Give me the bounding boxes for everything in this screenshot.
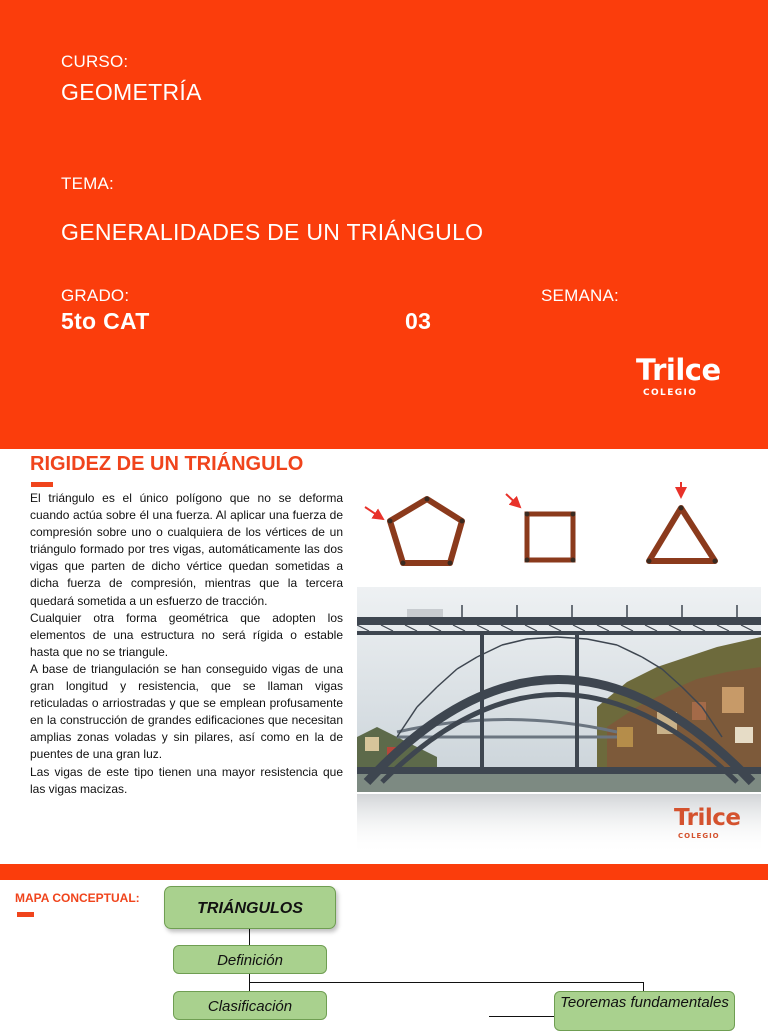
top-bar — [0, 864, 768, 880]
grado-value: 5to CAT — [61, 308, 150, 334]
rigidity-text — [30, 490, 343, 798]
node-definicion: Definición — [173, 945, 327, 974]
pentagon-shape — [365, 497, 465, 566]
connector — [489, 1016, 554, 1017]
trilce-logo-small — [674, 807, 741, 840]
title-underline — [31, 482, 53, 487]
rigidity-slide — [0, 449, 768, 864]
semana-value: 03 — [405, 308, 432, 334]
square-shape — [506, 494, 576, 563]
tema-label: TEMA: — [61, 174, 114, 193]
node-clasificacion: Clasificación — [173, 991, 327, 1020]
paragraph: Las vigas de este tipo tienen una mayor resistencia que las vigas macizas. — [30, 764, 343, 796]
connector — [249, 982, 644, 983]
shapes-diagram — [356, 477, 726, 577]
cover-slide — [0, 0, 768, 449]
node-teoremas: Teoremas fundamentales — [554, 991, 735, 1031]
triangle-shape — [647, 482, 718, 564]
logo-word: Trilce — [674, 805, 741, 831]
connector — [249, 929, 250, 945]
logo-word: Trilce — [636, 353, 721, 387]
paragraph: Cualquier otra forma geométrica que adopten los elementos de una estructura no será rígida o estable hasta que no se triangule. — [30, 610, 343, 659]
bridge-photo — [357, 587, 761, 792]
logo-sub: COLEGIO — [643, 388, 698, 398]
curso-value: GEOMETRÍA — [61, 79, 202, 105]
semana-label: SEMANA: — [541, 286, 619, 305]
title-underline — [17, 912, 34, 917]
grado-label: GRADO: — [61, 286, 130, 305]
logo-sub: COLEGIO — [678, 832, 720, 840]
concept-map-title: MAPA CONCEPTUAL: — [15, 891, 140, 905]
trilce-logo — [636, 353, 721, 398]
paragraph: A base de triangulación se han conseguido vigas de una gran longitud y resistencia, que se llaman vigas reticuladas o arriostradas y que se emplean profusamente en la construcción de grandes edificaciones que necesitan amplias zonas voladas y sin pilares, así como en la de puentes de una gran luz. — [30, 661, 343, 762]
rigidity-title: RIGIDEZ DE UN TRIÁNGULO — [30, 453, 304, 475]
connector — [643, 982, 644, 991]
concept-map-slide — [0, 864, 768, 1024]
tema-value: GENERALIDADES DE UN TRIÁNGULO — [61, 219, 484, 245]
curso-label: CURSO: — [61, 52, 129, 71]
paragraph: El triángulo es el único polígono que no se deforma cuando actúa sobre él una fuerza. Al aplicar una fuerza de compresión sobre uno o cualquiera de los vértices de un triángulo formado por tres vigas, automáticamente las dos vigas que parten de dicho vértice quedan sometidas a dicha fuerza de compresión, mientras que la tercera quedará sometida a un esfuerzo de tracción. — [30, 491, 343, 608]
node-triangulos: TRIÁNGULOS — [164, 886, 336, 929]
